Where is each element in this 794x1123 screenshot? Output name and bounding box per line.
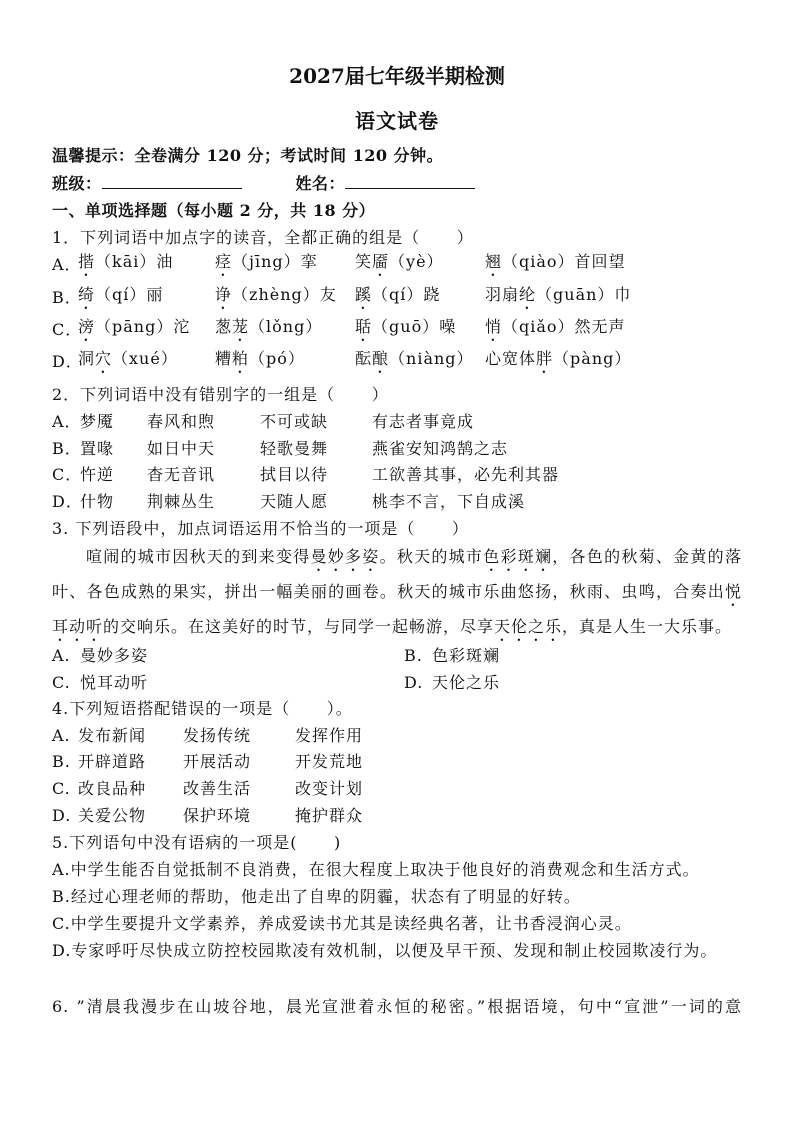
- option-label: A．: [52, 412, 82, 431]
- word: 有志者事竟成: [372, 412, 475, 431]
- word: 杳无音讯: [147, 465, 216, 484]
- term-rest: （xué）: [112, 349, 178, 368]
- word: 荆棘丛生: [147, 492, 216, 511]
- exam-title: 2027届七年级半期检测: [289, 64, 505, 88]
- emphasized-char: 酿: [372, 349, 390, 368]
- term: [78, 282, 215, 313]
- exam-subtitle: 语文试卷: [355, 109, 439, 133]
- term: [215, 314, 355, 345]
- option-label: A．: [52, 254, 82, 274]
- q3-option-d: [404, 670, 742, 696]
- phrase: 改良品种: [78, 779, 147, 798]
- q2-option-c: [52, 462, 742, 488]
- option-label: B.: [52, 752, 71, 771]
- section-heading: 一、单项选择题（每小题 2 分，共 18 分）: [52, 201, 376, 220]
- term-rest: （guān）巾: [536, 285, 632, 304]
- q1-option-d: [52, 346, 742, 376]
- phrase: 关爱公物: [78, 806, 147, 825]
- q1-stem: 1．下列词语中加点字的读音，全都正确的组是（ ）: [52, 228, 474, 247]
- q3-option-a: [52, 643, 392, 669]
- term: [78, 346, 215, 377]
- option-label: D.: [404, 673, 424, 692]
- term: [485, 249, 742, 280]
- phrase: 开辟道路: [78, 752, 147, 771]
- exam-tip: 温馨提示：全卷满分 120 分；考试时间 120 分钟。: [52, 146, 444, 165]
- q5-option-b: B.经过心理老师的帮助，他走出了自卑的阴霾，状态有了明显的好转。: [52, 887, 581, 906]
- emphasized-char: 滂: [78, 317, 96, 336]
- q4-stem: 4.下列短语搭配错误的一项是（ ）。: [52, 699, 353, 718]
- emphasized-phrase: 曼妙多姿: [310, 547, 380, 566]
- q4-option-c: [52, 776, 742, 802]
- term: [215, 282, 355, 313]
- phrase: 改善生活: [183, 779, 252, 798]
- option-text: 天伦之乐: [432, 673, 501, 692]
- term: [78, 314, 215, 345]
- q5-option-c: C.中学生要提升文学素养，养成爱读书尤其是读经典名著，让书香浸润心灵。: [52, 914, 632, 933]
- q3-option-c: [52, 670, 392, 696]
- term-rest: （kāi）油: [95, 252, 174, 271]
- phrase: 开发荒地: [295, 752, 364, 771]
- q5-stem: 5.下列语句中没有语病的一项是( ): [52, 833, 342, 852]
- emphasized-char: 悄: [485, 317, 503, 336]
- term-rest: （jīng）挛: [232, 252, 318, 271]
- word: 拭目以待: [260, 465, 329, 484]
- name-blank: [345, 174, 475, 189]
- emphasized-char: 痉: [215, 252, 233, 271]
- term: [355, 249, 485, 280]
- option-label: A.: [52, 646, 71, 665]
- term: [78, 249, 215, 280]
- q3-option-b: [404, 643, 742, 669]
- phrase: 发布新闻: [78, 726, 147, 745]
- term: [485, 346, 742, 377]
- option-label: A.: [52, 726, 71, 745]
- passage-text: 喧闹的城市因秋天的到来变得: [86, 547, 311, 566]
- q5-option-a: A.中学生能否自觉抵制不良消费，在很大程度上取决于他良好的消费观念和生活方式。: [52, 860, 700, 879]
- term: [485, 282, 742, 313]
- phrase: 发扬传统: [183, 726, 252, 745]
- term-prefix: 糟: [215, 349, 233, 368]
- option-label: C.: [52, 779, 71, 798]
- term-rest: （lǒng）: [249, 317, 323, 336]
- option-label: B．: [52, 439, 82, 458]
- phrase: 掩护群众: [295, 806, 364, 825]
- emphasized-char: 绮: [78, 285, 96, 304]
- word: 如日中天: [147, 439, 216, 458]
- word: 工欲善其事，必先利其器: [372, 465, 560, 484]
- q2-option-a: [52, 409, 742, 435]
- word: 燕雀安知鸿鹄之志: [372, 439, 509, 458]
- phrase: 开展活动: [183, 752, 252, 771]
- q2-option-b: [52, 436, 742, 462]
- term-rest: （qí）丽: [95, 285, 164, 304]
- passage-text: ，各色的秋菊、金黄的落叶、各色成熟的果实，拼出一幅美丽的画卷。秋天的城市乐曲悠扬，秋雨、虫鸣，合奏出: [52, 547, 742, 601]
- q3-passage: [52, 540, 742, 645]
- word: 忤逆: [80, 465, 115, 484]
- word: 什物: [80, 492, 115, 511]
- emphasized-char: 翘: [485, 252, 503, 271]
- q5-option-d: D.专家呼吁尽快成立防控校园欺凌有效机制，以便及早干预、发现和制止校园欺凌行为。: [52, 941, 718, 960]
- term-rest: （pāng）沱: [95, 317, 191, 336]
- word: 梦魇: [80, 412, 115, 431]
- term-rest: （qí）跷: [372, 285, 441, 304]
- emphasized-char: 揩: [78, 252, 96, 271]
- emphasized-char: 茏: [232, 317, 250, 336]
- term-rest: （zhèng）友: [232, 285, 337, 304]
- term-rest: （guō）噪: [372, 317, 457, 336]
- emphasized-char: 靥: [372, 252, 390, 271]
- passage-text: ，真是人生一大乐事。: [562, 617, 733, 636]
- class-label: 班级：: [52, 174, 102, 193]
- passage-text: 。秋天的城市: [379, 547, 484, 566]
- word: 春风和煦: [147, 412, 216, 431]
- term-prefix: 葱: [215, 317, 233, 336]
- term-prefix: 笑: [355, 252, 373, 271]
- option-label: B.: [404, 646, 423, 665]
- term-prefix: 心宽体: [485, 349, 537, 368]
- option-label: D．: [52, 492, 83, 511]
- word: 天随人愿: [260, 492, 329, 511]
- option-label: C．: [52, 319, 83, 339]
- emphasized-char: 纶: [519, 285, 537, 304]
- term-rest: （qiǎo）然无声: [502, 317, 626, 336]
- emphasized-char: 穴: [95, 349, 113, 368]
- term: [215, 346, 355, 377]
- emphasized-char: 蹊: [355, 285, 373, 304]
- q1-option-c: [52, 314, 742, 344]
- option-text: 曼妙多姿: [80, 646, 149, 665]
- class-blank: [102, 174, 242, 189]
- q2-stem: 2．下列词语中没有错别字的一组是（ ）: [52, 385, 389, 404]
- word: 不可或缺: [260, 412, 329, 431]
- q1-option-b: [52, 282, 742, 312]
- word: 轻歌曼舞: [260, 439, 329, 458]
- emphasized-char: 聒: [355, 317, 373, 336]
- option-label: B．: [52, 287, 82, 307]
- emphasized-phrase: 色彩斑斓: [483, 547, 553, 566]
- term: [215, 249, 355, 280]
- emphasized-phrase: 天伦之乐: [494, 617, 563, 636]
- option-label: D.: [52, 806, 72, 825]
- word: 置喙: [80, 439, 115, 458]
- term: [485, 314, 742, 345]
- q3-stem: 3. 下列语段中，加点词语运用不恰当的一项是（ ）: [52, 519, 469, 538]
- q4-option-d: [52, 803, 742, 829]
- term-rest: （qiào）首回望: [502, 252, 626, 271]
- word: 桃李不言，下自成溪: [372, 492, 526, 511]
- emphasized-char: 粕: [232, 349, 250, 368]
- term: [355, 314, 485, 345]
- term-prefix: 羽扇: [485, 285, 520, 304]
- option-label: C．: [52, 465, 83, 484]
- q4-option-a: [52, 723, 742, 749]
- emphasized-phrase: 悦耳动听: [52, 582, 742, 636]
- q4-option-b: [52, 749, 742, 775]
- option-label: D．: [52, 351, 83, 371]
- phrase: 保护环境: [183, 806, 252, 825]
- q2-option-d: [52, 489, 742, 515]
- name-label: 姓名：: [295, 174, 346, 193]
- phrase: 改变计划: [295, 779, 364, 798]
- term-rest: （niàng）: [389, 349, 474, 368]
- term-rest: （pó）: [249, 349, 305, 368]
- phrase: 发挥作用: [295, 726, 364, 745]
- passage-text: 的交响乐。在这美好的时节，与同学一起畅游，尽享: [103, 617, 495, 636]
- option-text: 悦耳动听: [80, 673, 149, 692]
- term-prefix: 酝: [355, 349, 373, 368]
- term: [355, 346, 485, 377]
- term-rest: （pàng）: [553, 349, 632, 368]
- option-text: 色彩斑斓: [432, 646, 501, 665]
- q6-stem: 6. ”清晨我漫步在山坡谷地，晨光宣泄着永恒的秘密。”根据语境，句中“宣泄”一词的意: [52, 997, 742, 1016]
- student-info-line: [52, 171, 742, 197]
- q1-option-a: [52, 249, 742, 279]
- term: [355, 282, 485, 313]
- emphasized-char: 诤: [215, 285, 233, 304]
- emphasized-char: 胖: [536, 349, 554, 368]
- term-prefix: 洞: [78, 349, 96, 368]
- term-rest: （yè）: [389, 252, 444, 271]
- option-label: C.: [52, 673, 71, 692]
